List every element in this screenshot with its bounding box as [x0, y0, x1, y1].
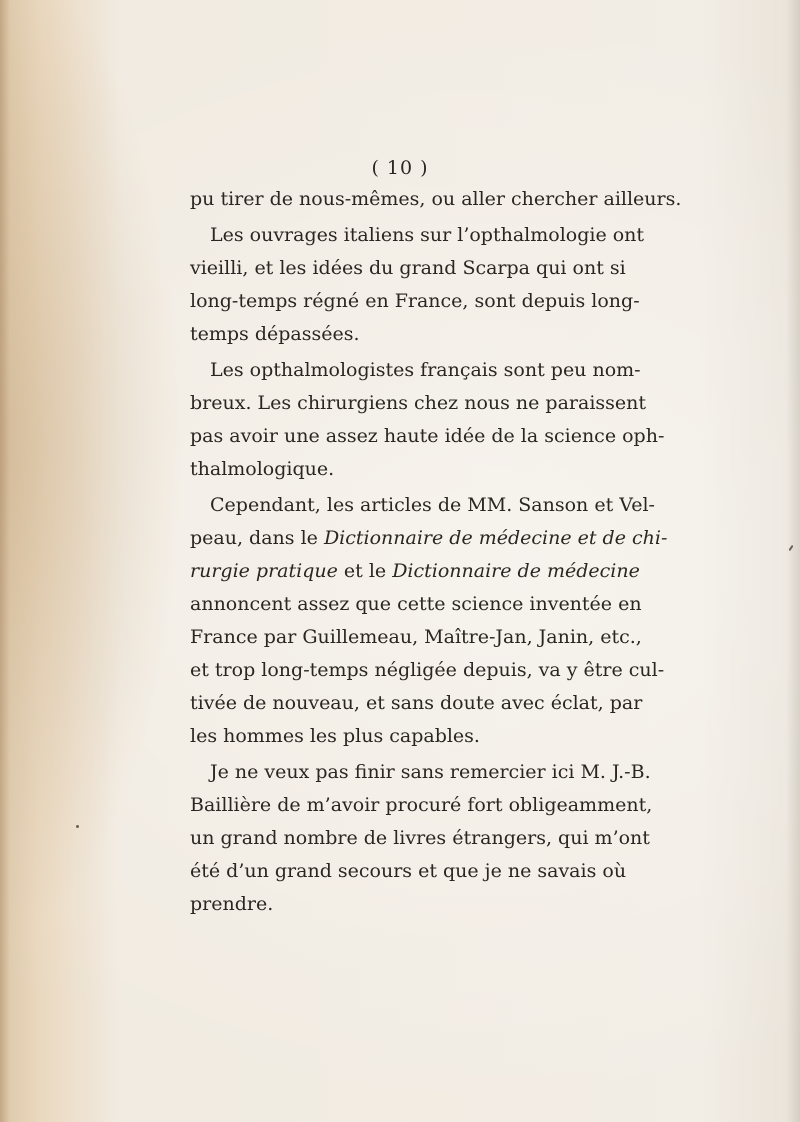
book-title: Dictionnaire de médecine et de chi- [323, 527, 668, 549]
text-line: pu tirer de nous-mêmes, ou aller chercher ailleurs. [190, 188, 682, 210]
body-text [190, 183, 682, 921]
text-line: un grand nombre de livres étrangers, qui m’ont [190, 827, 650, 849]
text-line: pas avoir une assez haute idée de la science oph- [190, 425, 665, 447]
paper-speck [76, 825, 79, 828]
text-line: tivée de nouveau, et sans doute avec éclat, par [190, 692, 643, 714]
text-line: France par Guillemeau, Maître-Jan, Janin, etc., [190, 626, 642, 648]
text-line: temps dépassées. [190, 323, 360, 345]
book-title: rurgie pratique [190, 560, 338, 582]
text-line: Cependant, les articles de MM. Sanson et Vel- [210, 494, 655, 516]
text-line: et trop long-temps négligée depuis, va y être cul- [190, 659, 665, 681]
text-line: thalmologique. [190, 458, 335, 480]
text-line: Les opthalmologistes français sont peu nom- [210, 359, 641, 381]
text-line: vieilli, et les idées du grand Scarpa qui ont si [190, 257, 626, 279]
text-line: Les ouvrages italiens sur l’opthalmologie ont [210, 224, 645, 246]
text-line: les hommes les plus capables. [190, 725, 480, 747]
text-line: été d’un grand secours et que je ne savais où [190, 860, 627, 882]
text-line: breux. Les chirurgiens chez nous ne paraissent [190, 392, 647, 414]
text-line: rurgie pratique et le Dictionnaire de médecine [190, 560, 640, 582]
text-line: Baillière de m’avoir procuré fort obligeamment, [190, 794, 653, 816]
page-number: ( 10 ) [371, 157, 429, 179]
book-title: Dictionnaire de médecine [392, 560, 640, 582]
text-line: Je ne veux pas finir sans remercier ici M. J.-B. [210, 761, 651, 783]
text-line: peau, dans le Dictionnaire de médecine et de chi- [190, 527, 668, 549]
text-line: prendre. [190, 893, 274, 915]
text-line: annoncent assez que cette science inventée en [190, 593, 642, 615]
text-line: long-temps régné en France, sont depuis long- [190, 290, 640, 312]
